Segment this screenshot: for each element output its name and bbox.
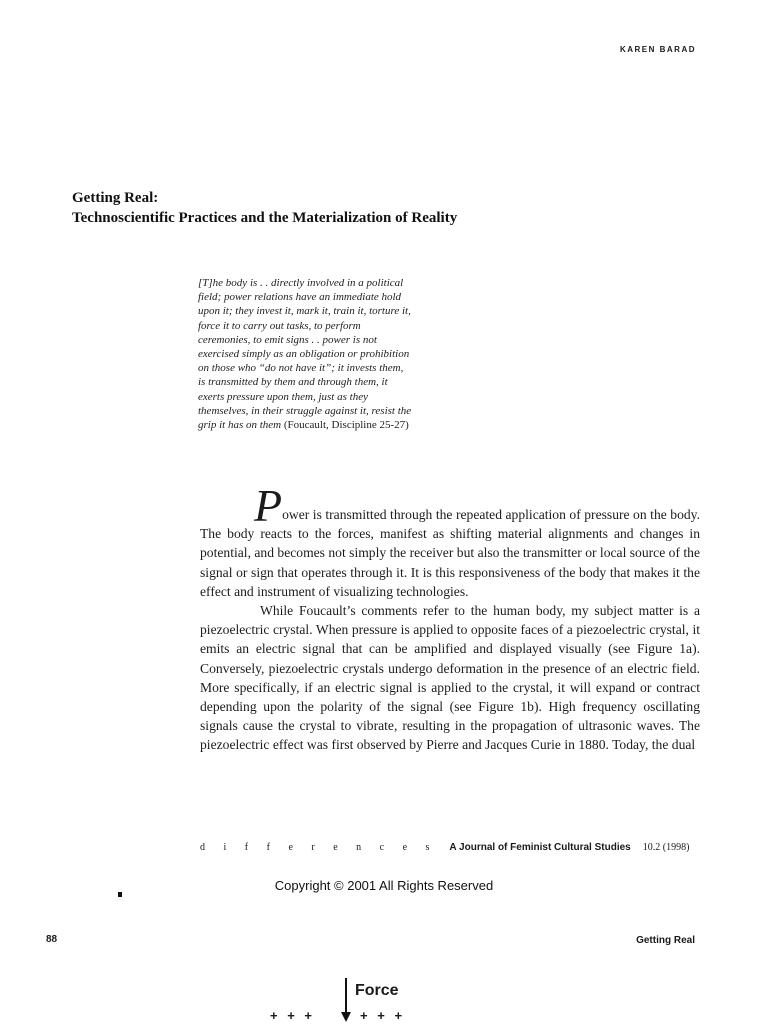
running-head-title: Getting Real <box>636 935 695 946</box>
page-number: 88 <box>46 934 58 945</box>
running-header-author: KAREN BARAD <box>619 45 696 54</box>
body-text <box>200 480 700 755</box>
drop-cap: P <box>254 480 283 531</box>
body-paragraph-2: While Foucault’s comments refer to the human body, my subject matter is a piezoelectric crystal. When pressure is applied to opposite faces of a piezoelectric crystal, it emits an electric signal that can be amplified and displayed visually (see Figure 1a). Conversely, piezoelectric crystals undergo deformation in the presence of an electric field. More specifically, if an electric signal is applied to the crystal, it will expand or contract depending upon the polarity of the signal (see Figure 1b). High frequency oscillating signals cause the crystal to vibrate, resulting in the propagation of ultrasonic waves. The piezoelectric effect was first observed by Pierre and Jacques Curie in 1880. Today, the dual <box>200 603 700 753</box>
epigraph-text: [T]he body is . . directly involved in a political field; power relations have an immediate hold upon it; they invest it, mark it, train it, torture it, force it to carry out tasks, to perform ceremonies, to emit signs . . power is not exercised simply as an obligation or prohibition on those who “do not have it”; it invests them, is transmitted by them and through them, it exerts pressure upon them, just as they themselves, in their struggle against it, resist the grip it has on them <box>198 277 412 432</box>
figure-charge-row: + + + + + + <box>270 1008 403 1023</box>
copyright-notice <box>0 878 768 893</box>
copyright-text: Copyright © 2001 All Rights Reserved <box>274 878 494 893</box>
title-line-2: Technoscientific Practices and the Materialization of Reality <box>72 210 458 226</box>
journal-footer <box>200 842 700 853</box>
epigraph-citation: (Foucault, Discipline 25-27) <box>283 419 409 432</box>
journal-issue: 10.2 (1998) <box>642 842 690 853</box>
epigraph <box>198 276 413 432</box>
paragraph-1-text: ower is transmitted through the repeated application of pressure on the body. The body reacts to the forces, manifest as shifting material alignments and changes in potential, and becomes not simply the receiver but also the transmitter or local source of the signal or sign that operates through it. It is this responsiveness of the body that makes it the effect and instrument of visualizing technologies. <box>200 507 700 599</box>
journal-name: A Journal of Feminist Cultural Studies <box>449 842 631 853</box>
article-title <box>72 188 692 228</box>
figure-force-label: Force <box>355 982 399 999</box>
journal-spaced-title: d i f f e r e n c e s <box>200 842 438 853</box>
body-paragraph-1 <box>200 480 700 601</box>
title-line-1: Getting Real: <box>72 190 159 206</box>
stray-mark <box>118 892 122 897</box>
